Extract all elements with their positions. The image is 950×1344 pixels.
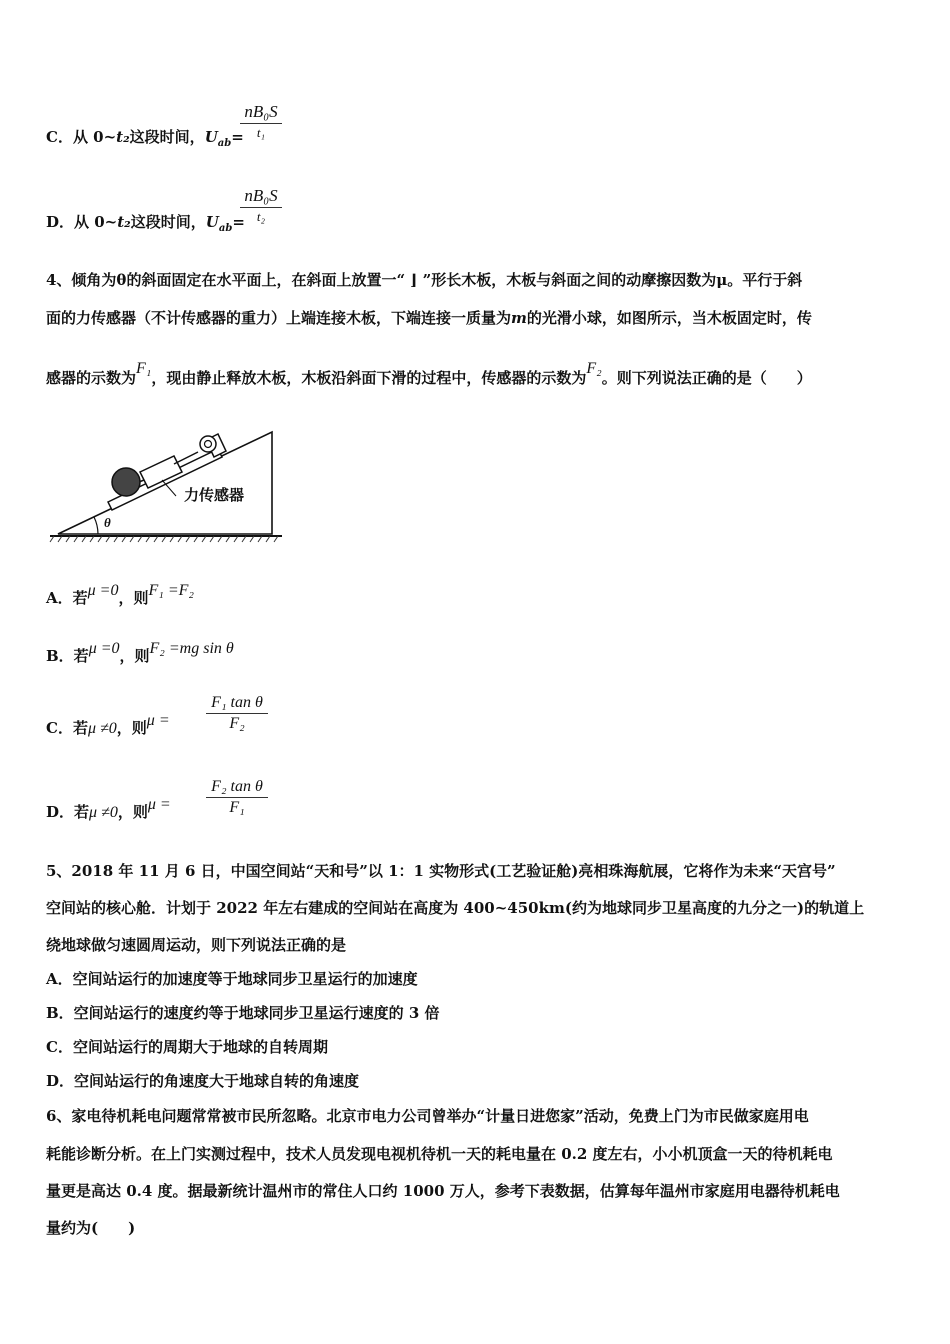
q4-option-d-fraction: F₂ tan θ F₁ (206, 778, 268, 817)
q5-option-a: A．空间站运行的加速度等于地球同步卫星运行的加速度 (46, 970, 418, 988)
q6-stem-line-3: 量更是高达 0.4 度。据最新统计温州市的常住人口约 1000 万人，参考下表数据，估算每年温州市家庭用电器待机耗电 (46, 1182, 840, 1200)
q4-stem-line-2: 面的力传感器（不计传感器的重力）上端连接木板，下端连接一质量为m的光滑小球，如图所示，当木板固定时，传 (46, 309, 812, 327)
q4-option-c-fraction: F₁ tan θ F₂ (206, 694, 268, 733)
q6-stem-line-1: 6、家电待机耗电问题常常被市民所忽略。北京市电力公司曾举办“计量日进您家”活动，免费上门为市民做家庭用电 (46, 1107, 809, 1125)
q3-option-d-fraction: nB₀S t₂ (240, 186, 282, 225)
sensor-label: 力传感器 (184, 486, 245, 504)
q4-stem-line-3: 感器的示数为F₁，现由静止释放木板，木板沿斜面下滑的过程中，传感器的示数为F₂。则下列说法正确的是（ ） (46, 360, 812, 387)
q3-option-d: D．从 0~t₂这段时间，$U_{ab}=$ (46, 213, 245, 234)
q3-option-c-fraction: nB₀S t₁ (240, 102, 282, 141)
q5-option-c: C．空间站运行的周期大于地球的自转周期 (46, 1038, 328, 1056)
q6-stem-line-2: 耗能诊断分析。在上门实测过程中，技术人员发现电视机待机一天的耗电量在 0.2 度左右，小小机顶盒一天的待机耗电 (46, 1145, 833, 1163)
q6-stem-line-4: 量约为( ) (46, 1219, 136, 1237)
incline-figure (46, 418, 286, 552)
q5-stem-line-1: 5、2018 年 11 月 6 日，中国空间站“天和号”以 1：1 实物形式(工艺验证舱)亮相珠海航展，它将作为未来“天宫号” (46, 862, 836, 880)
angle-label: θ (104, 515, 111, 530)
q4-option-a: A．若μ =0，则F₁ =F₂ (46, 582, 194, 607)
incline-diagram (46, 418, 286, 548)
q4-stem-line-1: 4、倾角为θ的斜面固定在水平面上，在斜面上放置一“ ⌋ ”形长木板，木板与斜面之间的动摩擦因数为μ。平行于斜 (46, 271, 803, 289)
q5-stem-line-3: 绕地球做匀速圆周运动，则下列说法正确的是 (46, 936, 347, 954)
q3-option-c: C．从 0~t₂这段时间，$U_{ab}=$ (46, 128, 244, 149)
q4-option-b: B．若μ =0，则F₂ =mg sin θ (46, 640, 234, 665)
q4-option-d: D．若μ ≠0，则μ = (46, 796, 171, 821)
q5-stem-line-2: 空间站的核心舱．计划于 2022 年左右建成的空间站在高度为 400~450km(约为地球同步卫星高度的九分之一)的轨道上 (46, 899, 865, 917)
q5-option-b: B．空间站运行的速度约等于地球同步卫星运行速度的 3 倍 (46, 1004, 440, 1022)
q4-option-c: C．若μ ≠0，则μ = (46, 712, 170, 737)
q5-option-d: D．空间站运行的角速度大于地球自转的角速度 (46, 1072, 360, 1090)
